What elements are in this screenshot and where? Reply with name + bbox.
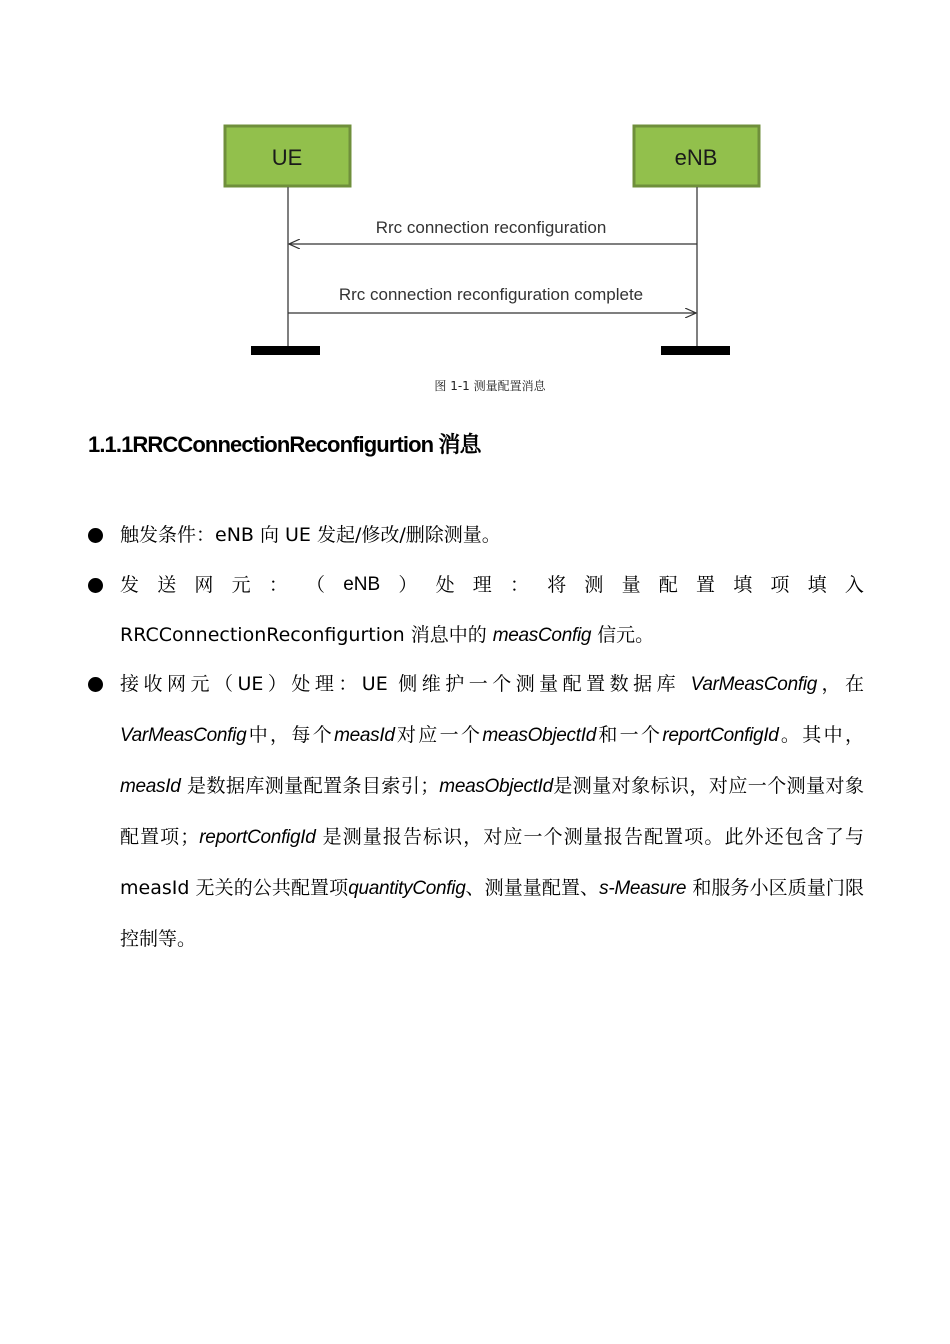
bullet-trigger-condition: 触发条件：eNB 向 UE 发起/修改/删除测量。 bbox=[120, 524, 501, 546]
section-heading: 1.1.1RRCConnectionReconfigurtion 消息 bbox=[88, 432, 481, 457]
message-label-1: Rrc connection reconfiguration bbox=[375, 218, 607, 237]
bullet-sending-ne-line1: 发 送 网 元 ： （ eNB ） 处 理 ： 将 测 量 配 置 填 项 填 入 bbox=[120, 574, 864, 596]
term-reportconfigid: reportConfigId bbox=[199, 827, 316, 848]
term-varmeasconfig: VarMeasConfig bbox=[690, 674, 818, 695]
bullet-dot bbox=[88, 677, 103, 692]
term-varmeasconfig: VarMeasConfig bbox=[120, 725, 247, 746]
term-s-measure: s-Measure bbox=[599, 878, 687, 899]
figure-caption: 图 1-1 测量配置消息 bbox=[434, 379, 546, 393]
bullet-receiving-ne: 接收网元（UE）处理：UE 侧维护一个测量配置数据库 VarMeasConfig，在VarMeasConfig中，每个measId对应一个measObjectId和一个reportConfigId。其中，measId 是数据库测量配置条目索引；measObjectId是测量对象标识，对应一个测量对象配置项；reportConfigId 是测量报告标识，对应一个测量报告配置项。此外还包含了与 measId 无关的公共配置项quantityConfig、测量量配置、s-Measure 和服务小区质量门限控制等。 bbox=[120, 673, 864, 950]
ue-lifeline-end bbox=[251, 346, 320, 355]
sequence-diagram bbox=[0, 0, 950, 400]
term-measid: measId bbox=[334, 725, 395, 746]
term-measobjectid: measObjectId bbox=[439, 776, 553, 797]
term-measconfig: measConfig bbox=[492, 625, 592, 646]
bullet-sending-ne bbox=[120, 560, 864, 661]
enb-entity-label: eNB bbox=[674, 145, 718, 170]
term-measid: measId bbox=[120, 776, 181, 797]
term-reportconfigid: reportConfigId bbox=[662, 725, 779, 746]
bullet-dot bbox=[88, 528, 103, 543]
message-label-2: Rrc connection reconfiguration complete bbox=[338, 285, 644, 304]
bullet-sending-ne-line2: RRCConnectionReconfigurtion 消息中的 measConfig 信元。 bbox=[120, 624, 655, 646]
bullet-dot bbox=[88, 578, 103, 593]
ue-entity-label: UE bbox=[271, 145, 303, 170]
enb-lifeline-end bbox=[661, 346, 730, 355]
term-quantityconfig: quantityConfig bbox=[348, 878, 466, 899]
term-measobjectid: measObjectId bbox=[482, 725, 596, 746]
